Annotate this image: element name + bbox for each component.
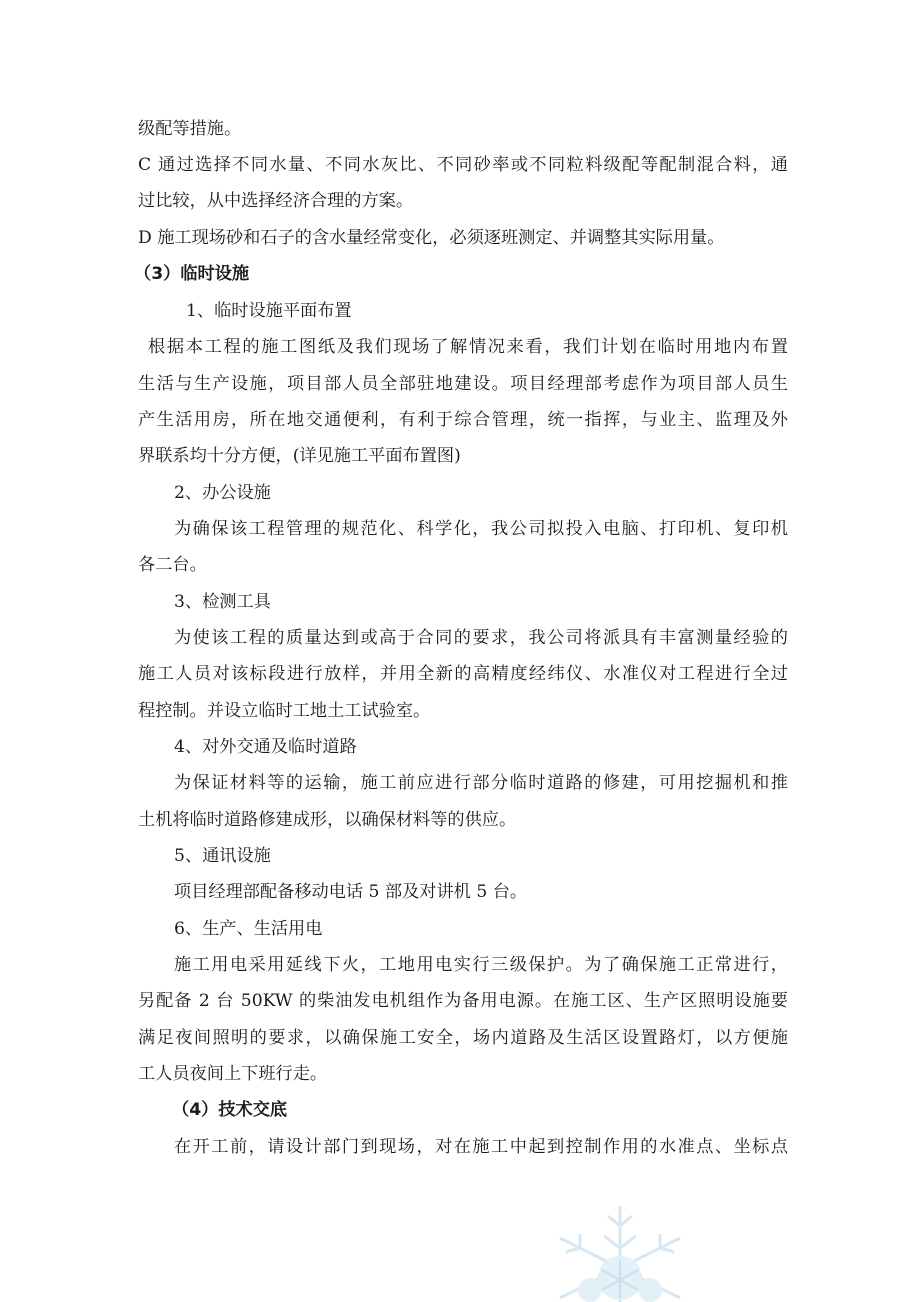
subsection-heading: 2、办公设施 [174,483,271,503]
snowflake-watermark-icon [520,1198,720,1302]
text-line: 满足夜间照明的要求，以确保施工安全，场内道路及生活区设置路灯，以方便施 [138,1028,788,1048]
text-line: 土机将临时道路修建成形，以确保材料等的供应。 [138,810,517,830]
text-line: 生活与生产设施，项目部人员全部驻地建设。项目经理部考虑作为项目部人员生 [138,374,788,394]
text-line: 为使该工程的质量达到或高于合同的要求，我公司将派具有丰富测量经验的 [174,628,788,648]
subsection-heading: 4、对外交通及临时道路 [174,737,357,757]
text-line: 界联系均十分方便，(详见施工平面布置图) [138,446,461,466]
text-line: 项目经理部配备移动电话 5 部及对讲机 5 台。 [174,882,528,902]
text-line: 为保证材料等的运输，施工前应进行部分临时道路的修建，可用挖掘机和推 [174,773,788,793]
subsection-heading: 3、检测工具 [174,592,271,612]
subsection-heading: 1、临时设施平面布置 [186,301,352,321]
subsection-heading: 6、生产、生活用电 [174,919,323,939]
text-line: 施工用电采用延线下火，工地用电实行三级保护。为了确保施工正常进行， [174,955,788,975]
text-line: 在开工前，请设计部门到现场，对在施工中起到控制作用的水准点、坐标点 [174,1137,788,1157]
text-line: 工人员夜间上下班行走。 [138,1064,328,1084]
text-line: C 通过选择不同水量、不同水灰比、不同砂率或不同粒料级配等配制混合料，通 [138,155,788,175]
section-heading: （3）临时设施 [134,264,250,284]
text-line: 级配等措施。 [138,119,242,139]
text-line: 程控制。并设立临时工地土工试验室。 [138,701,431,721]
text-line: 各二台。 [138,555,207,575]
text-line: 产生活用房，所在地交通便利，有利于综合管理，统一指挥，与业主、监理及外 [138,410,788,430]
text-line: 过比较，从中选择经济合理的方案。 [138,191,414,211]
section-heading: （4）技术交底 [172,1100,288,1120]
subsection-heading: 5、通讯设施 [174,846,271,866]
text-line: D 施工现场砂和石子的含水量经常变化，必须逐班测定、并调整其实际用量。 [138,228,725,248]
text-line: 另配备 2 台 50KW 的柴油发电机组作为备用电源。在施工区、生产区照明设施要 [138,991,788,1011]
text-line: 为确保该工程管理的规范化、科学化，我公司拟投入电脑、打印机、复印机 [174,519,788,539]
text-line: 根据本工程的施工图纸及我们现场了解情况来看，我们计划在临时用地内布置 [148,337,788,357]
text-line: 施工人员对该标段进行放样，并用全新的高精度经纬仪、水准仪对工程进行全过 [138,664,788,684]
